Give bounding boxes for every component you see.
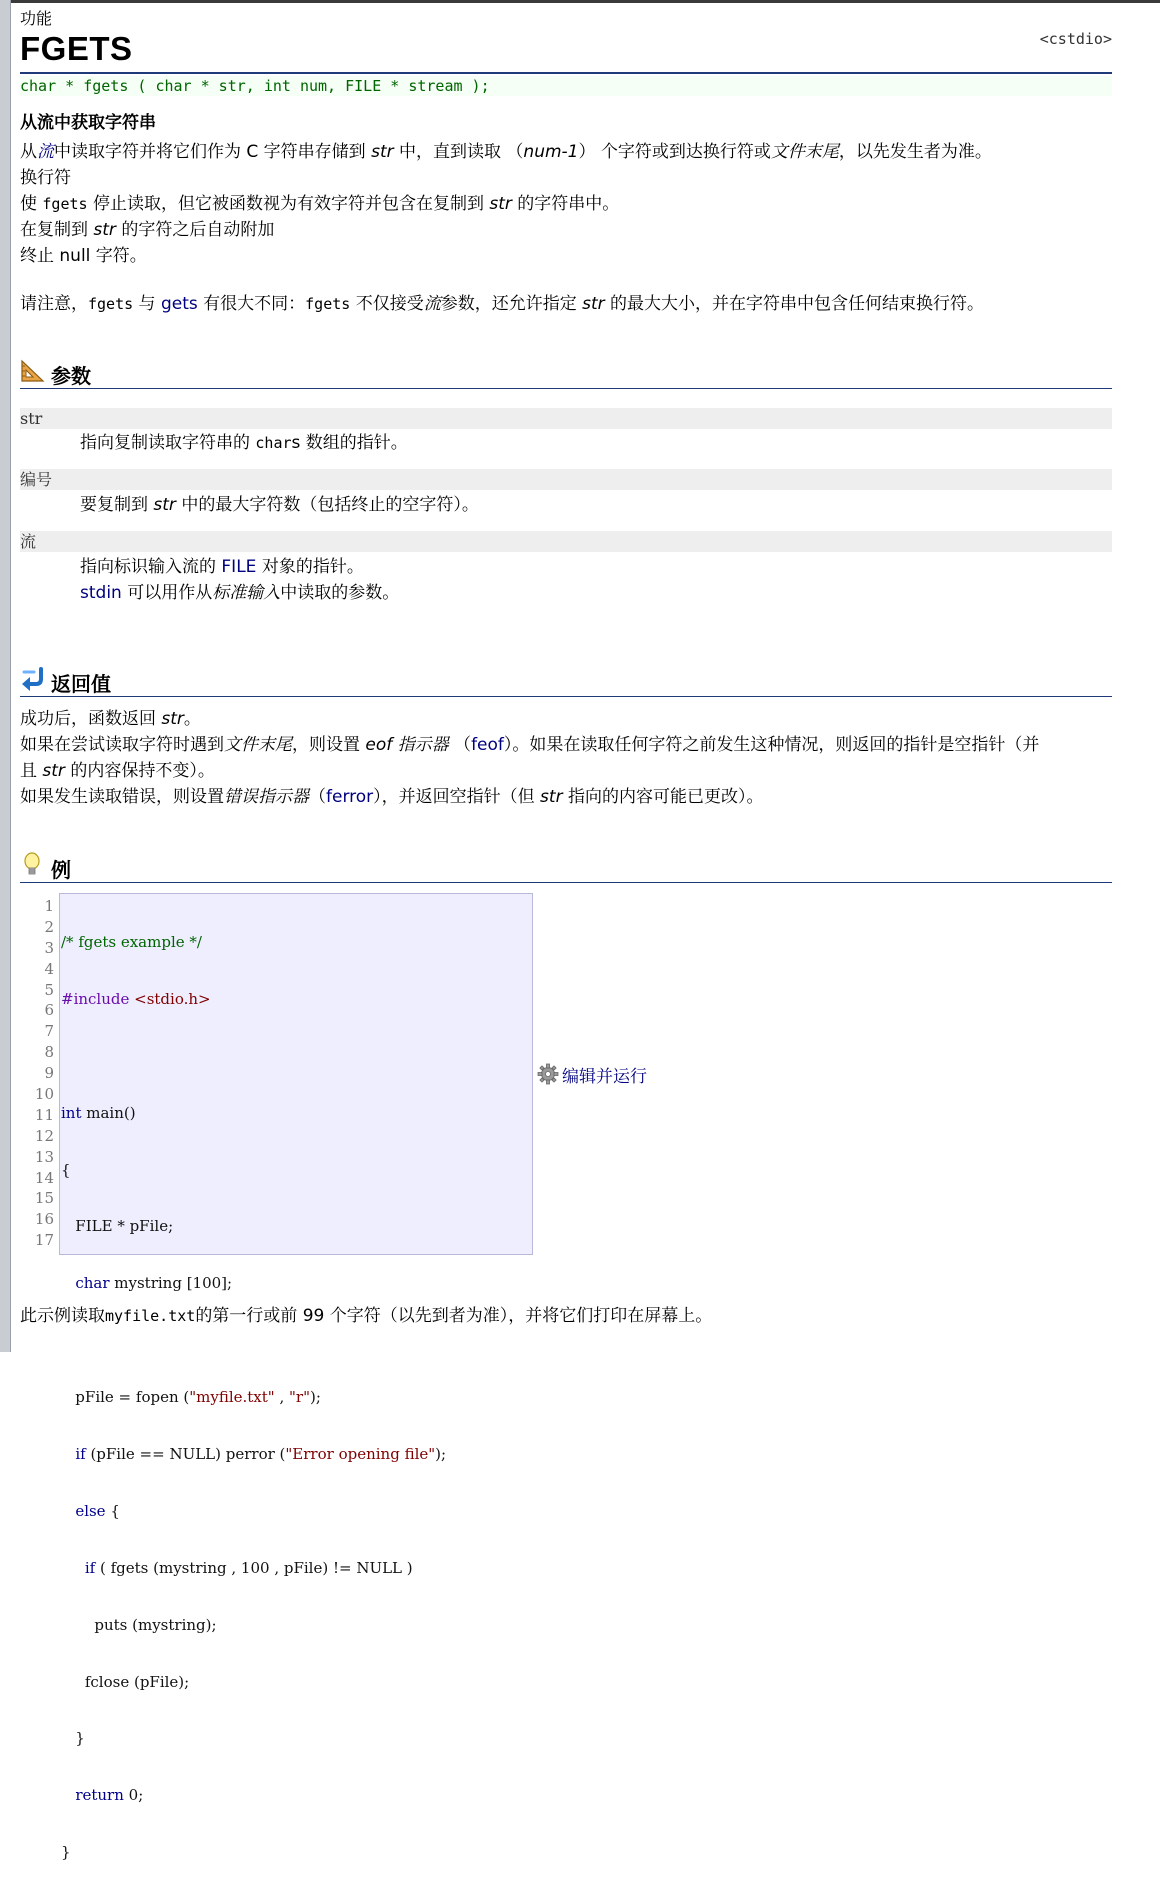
- param-desc-num: 要复制到 str 中的最大字符数（包括终止的空字符）。: [80, 495, 479, 515]
- code-line-number: 6: [44, 1001, 54, 1020]
- page-title: FGETS: [20, 30, 133, 67]
- code-line-number: 15: [34, 1189, 54, 1208]
- return-line-2: 如果在尝试读取字符时遇到文件末尾，则设置 eof 指示器 （feof）。如果在读取任何字符之前发生这种情况，则返回的指针是空指针（并: [20, 735, 1040, 755]
- example-section-header: [20, 852, 1112, 883]
- return-line-1: 成功后，函数返回 str。: [20, 709, 201, 729]
- edit-and-run-button[interactable]: [537, 1062, 647, 1086]
- title-divider: [20, 72, 1112, 74]
- feof-link[interactable]: feof: [471, 735, 504, 755]
- code-line-number: 3: [44, 938, 54, 957]
- description-line-2: 换行符: [20, 168, 71, 188]
- code-line: puts (mystring);: [61, 1615, 217, 1634]
- code-line-number: 7: [44, 1022, 54, 1041]
- description-line-5: 终止 null 字符。: [20, 246, 147, 266]
- code-line-number: 1: [44, 897, 54, 915]
- param-desc-stream-1: 指向标识输入流的 FILE 对象的指针。: [80, 557, 364, 577]
- code-line: if ( fgets (mystring , 100 , pFile) != NULL ): [84, 1558, 413, 1577]
- example-explanation: 此示例读取myfile.txt的第一行或前 99 个字符（以先到者为准），并将它们打印在屏幕上。: [20, 1306, 713, 1326]
- return-line-4: 如果发生读取错误，则设置错误指示器（ferror），并返回空指针（但 str 指向的内容可能已更改）。: [20, 787, 764, 807]
- code-line: }: [61, 1729, 85, 1748]
- description-line-4: 在复制到 str 的字符之后自动附加: [20, 220, 275, 240]
- code-line-number: 11: [34, 1105, 54, 1124]
- code-line: int main(): [61, 1103, 136, 1122]
- param-name-num: 编号: [20, 469, 1112, 490]
- lightbulb-icon: [20, 852, 46, 878]
- param-name-str: str: [20, 408, 1112, 429]
- code-line-number: 9: [44, 1064, 54, 1083]
- description-line-1: 从流中读取字符并将它们作为 C 字符串存储到 str 中，直到读取 （num-1） 个字符或到达换行符或文件末尾，以先发生者为准。: [20, 142, 992, 162]
- code-example: [61, 896, 446, 1899]
- code-line-number: 5: [44, 980, 54, 999]
- code-line: /* fgets example */: [61, 933, 202, 951]
- code-line: [61, 1330, 446, 1351]
- code-line: else {: [75, 1501, 120, 1520]
- ruler-triangle-icon: [20, 358, 46, 384]
- stream-link[interactable]: 流: [37, 142, 54, 162]
- stdin-link[interactable]: stdin: [80, 583, 122, 603]
- file-link[interactable]: FILE: [221, 557, 257, 577]
- code-line: }: [61, 1843, 71, 1862]
- edit-and-run-label: 编辑并运行: [562, 1066, 647, 1087]
- param-name-stream: 流: [20, 531, 1112, 552]
- parameters-section-header: [20, 358, 1112, 389]
- return-arrow-icon: [20, 666, 46, 692]
- return-line-3: 且 str 的内容保持不变）。: [20, 761, 215, 781]
- code-line-numbers: [20, 896, 54, 1251]
- code-line: [61, 1046, 446, 1067]
- parameters-heading: 参数: [51, 364, 91, 388]
- code-line-number: 10: [34, 1085, 54, 1104]
- gets-link[interactable]: gets: [160, 294, 198, 314]
- code-line-number: 4: [44, 959, 54, 978]
- code-line-number: 2: [44, 917, 54, 936]
- header-file-link[interactable]: <cstdio>: [1039, 30, 1112, 48]
- description-line-3: 使 fgets 停止读取，但它被函数视为有效字符并包含在复制到 str 的字符串中。: [20, 194, 620, 214]
- code-line: pFile = fopen ("myfile.txt" , "r");: [61, 1388, 321, 1407]
- return-heading: 返回值: [51, 672, 111, 696]
- ferror-link[interactable]: ferror: [326, 787, 374, 807]
- param-desc-stream-2: stdin 可以用作从标准输入中读取的参数。: [80, 583, 400, 603]
- code-line: char mystring [100];: [75, 1274, 233, 1293]
- function-prototype: char * fgets ( char * str, int num, FILE * stream );: [20, 76, 1112, 96]
- window-top-border: [0, 0, 1160, 3]
- function-summary: 从流中获取字符串: [20, 113, 156, 133]
- param-desc-str: 指向复制读取字符串的 chars 数组的指针。: [80, 433, 408, 453]
- code-line: fclose (pFile);: [61, 1672, 190, 1691]
- gear-icon: [537, 1063, 559, 1085]
- code-line-number: 17: [34, 1231, 54, 1250]
- return-section-header: [20, 666, 1112, 697]
- code-line-number: 8: [44, 1043, 54, 1062]
- description-note: 请注意，fgets 与 gets 有很大不同：fgets 不仅接受流参数，还允许指定 str 的最大大小，并在字符串中包含任何结束换行符。: [20, 294, 985, 314]
- code-line-number: 14: [34, 1168, 54, 1187]
- example-heading: 例: [51, 858, 71, 882]
- code-line: #include <stdio.h>: [61, 989, 211, 1008]
- category-label: 功能: [20, 9, 53, 28]
- code-line: if (pFile == NULL) perror ("Error opening file");: [75, 1445, 447, 1464]
- code-line-number: 16: [34, 1210, 54, 1229]
- code-line: {: [61, 1160, 71, 1179]
- code-line: return 0;: [75, 1786, 144, 1805]
- code-line: FILE * pFile;: [61, 1217, 174, 1236]
- code-line-number: 12: [34, 1126, 54, 1145]
- left-margin-bar: [0, 0, 11, 1352]
- code-line-number: 13: [34, 1147, 54, 1166]
